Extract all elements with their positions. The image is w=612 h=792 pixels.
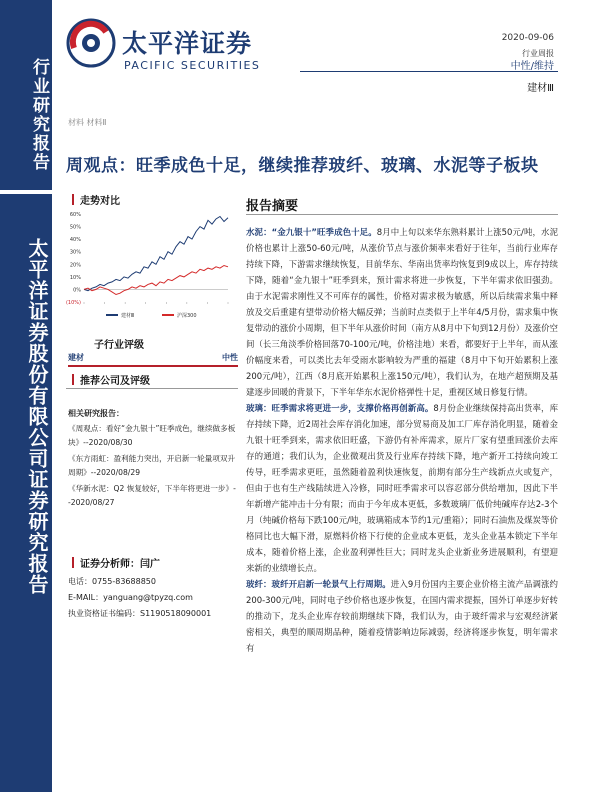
section-marker xyxy=(72,557,74,568)
breadcrumb: 材料 材料Ⅱ xyxy=(68,118,107,127)
banner-separator xyxy=(0,190,52,194)
y-tick-label: 0% xyxy=(73,287,81,294)
legend-label: 建材Ⅲ xyxy=(121,313,135,319)
series-line xyxy=(84,217,228,291)
related-item[interactable]: 《周观点：看好“金九银十”旺季成色，继续做多板块》--2020/08/30 xyxy=(68,424,236,447)
paragraph-lead: 水泥：“金九银十”旺季成色十足。 xyxy=(246,227,377,237)
legend-swatch xyxy=(106,314,118,316)
industry-rating: 中性/维持 xyxy=(510,61,554,72)
recommend-divider xyxy=(66,388,238,389)
page-title: 周观点：旺季成色十足，继续推荐玻纤、玻璃、水泥等子板块 xyxy=(66,156,539,176)
left-banner xyxy=(0,0,52,792)
analyst-info xyxy=(68,574,211,622)
trend-heading-text: 走势对比 xyxy=(80,196,120,207)
table-row xyxy=(68,350,238,367)
logo-icon xyxy=(66,18,116,68)
legend-swatch xyxy=(162,314,174,316)
y-axis xyxy=(66,212,228,306)
analyst-heading xyxy=(72,555,160,570)
sub-rating-table xyxy=(68,350,238,367)
y-tick-label: 60% xyxy=(69,212,81,218)
abstract-paragraph xyxy=(246,400,558,576)
section-marker xyxy=(72,374,74,385)
paragraph-text: 8月份企业继续保持高出货率，库存持续下降，近2周社会库存消化加速，部分贸易商及加工厂库存消化明显，随着金九银十旺季到来，需求依旧旺盛，下游仍有补库需求，原片厂家有望重回涨价去库存的通道；我们认为，企业微观出货及行业库存持续下降，地产新开工持续向竣工传导，旺季需求更旺，虽然随着盈利快速恢复，前期有部分生产线新点火或复产，但由于也有生产线陆续进入冷修，同时旺季需求可以容忍部分供给增加，因此下半年新增产能冲击十分有限；而由于今年成本更低，多数玻璃厂低价纯碱库存达2-3个月（纯碱价格每下跌100元/吨，玻璃箱成本节约1元/重箱）；同时石油焦及煤炭等价格同比也大幅下滑，原燃料价格下行使的企业成本更低，龙头企业基本锁定下半年成本，随着价格上涨，企业盈利弹性巨大；同时龙头企业新业务进展顺利，有望迎来新的业绩增长点。 xyxy=(246,403,559,573)
related-item[interactable]: 《华新水泥：Q2 恢复较好，下半年将更进一步》--2020/08/27 xyxy=(68,484,236,507)
report-date: 2020-09-06 xyxy=(501,33,554,43)
related-heading: 相关研究报告： xyxy=(68,409,124,418)
paragraph-text: 进入9月份国内主要企业价格主流产品调涨约200-300元/吨，同时电子纱价格也逐步恢复，在国内需求提振，国外订单逐步好转的推动下，龙头企业库存较前期继续下降，我们认为，由于玻纤需求与宏观经济紧密相关，典型的顺周期品种，随着疫情影响边际减弱，经济将逐步恢复，明年需求有 xyxy=(246,579,558,653)
y-tick-label: 40% xyxy=(69,237,81,244)
y-tick-label: 30% xyxy=(69,249,81,256)
chart-legend xyxy=(106,312,197,319)
banner-label-top: 行业研究报告 xyxy=(29,58,49,172)
analyst-email[interactable]: E-MAIL：yanguang@tpyzq.com xyxy=(68,593,193,602)
related-item[interactable]: 《东方雨虹：盈利能力突出，开启新一轮量项双升周期》--2020/08/29 xyxy=(68,454,236,477)
chart-lines xyxy=(84,217,228,305)
sub-rating-heading: 子行业评级 xyxy=(94,340,144,351)
banner-label-bottom: 太平洋证券股份有限公司证券研究报告 xyxy=(25,238,49,595)
recommend-heading-text: 推荐公司及评级 xyxy=(80,376,150,387)
logo-text-cn: 太平洋证券 xyxy=(122,29,253,58)
report-type: 行业周报 xyxy=(522,49,554,58)
abstract-divider xyxy=(246,214,558,215)
analyst-phone: 电话：0755-83688850 xyxy=(68,577,156,586)
analyst-heading-text: 证券分析师：闫广 xyxy=(80,559,160,570)
trend-chart xyxy=(62,206,234,326)
series-line xyxy=(84,266,228,295)
y-tick-label: (10%) xyxy=(65,300,81,306)
paragraph-lead: 玻纤：玻纤开启新一轮景气上行周期。 xyxy=(246,579,391,589)
sub-industry-name: 建材 xyxy=(68,353,84,362)
logo-text-en: PACIFIC SECURITIES xyxy=(124,59,261,72)
analyst-license: 执业资格证书编码：S1190518090001 xyxy=(68,609,212,618)
section-marker xyxy=(72,194,74,205)
y-tick-label: 10% xyxy=(69,274,81,281)
industry-name: 建材Ⅲ xyxy=(527,83,554,94)
abstract-paragraph xyxy=(246,576,558,656)
abstract-paragraph xyxy=(246,224,558,400)
abstract-body xyxy=(246,224,558,656)
legend-label: 沪深300 xyxy=(177,313,197,319)
recommend-heading xyxy=(72,372,150,387)
paragraph-text: 8月中上旬以来华东熟料累计上涨50元/吨，水泥价格也累计上涨50-60元/吨，从涨价节点与涨价频率来看好于往年，当前行业库存持续下降，下游需求继续恢复，目前华东、华南出货率均恢复到9成以上，库存持续下降，随着“金九银十”旺季到来，预计需求将进一步恢复，下半年需求依旧强劲。由于水泥需求刚性又不可库存的属性，价格对需求极为敏感，所以后续需求集中释放及交后重建有望带动价格大幅反弹；当前时点类似于上半年4/5月份，需求集中恢复带动的涨价小周期，但下半年从涨价时间（南方从8月中下旬到12月份）及涨价空间（长三角淡季价格回落70-100元/吨，价格洼地）来看，都要好于上半年，而从涨价幅度来看，可以类比去年受雨水影响较为严重的福建（8月中下旬开始累积上涨200元/吨），江西（8月底开始累积上涨150元/吨），我们认为，在地产超预期及基建逐步回暖的背景下，下半年华东水泥价格弹性十足，重视区域日修复行情。 xyxy=(246,227,559,397)
y-tick-label: 20% xyxy=(69,262,81,269)
sub-industry-rating: 中性 xyxy=(222,353,238,362)
y-tick-label: 50% xyxy=(69,224,81,231)
related-list xyxy=(68,422,240,512)
trend-heading xyxy=(72,192,120,207)
paragraph-lead: 玻璃：旺季需求将更进一步，支撑价格再创新高。 xyxy=(246,403,434,413)
abstract-heading: 报告摘要 xyxy=(246,199,299,214)
